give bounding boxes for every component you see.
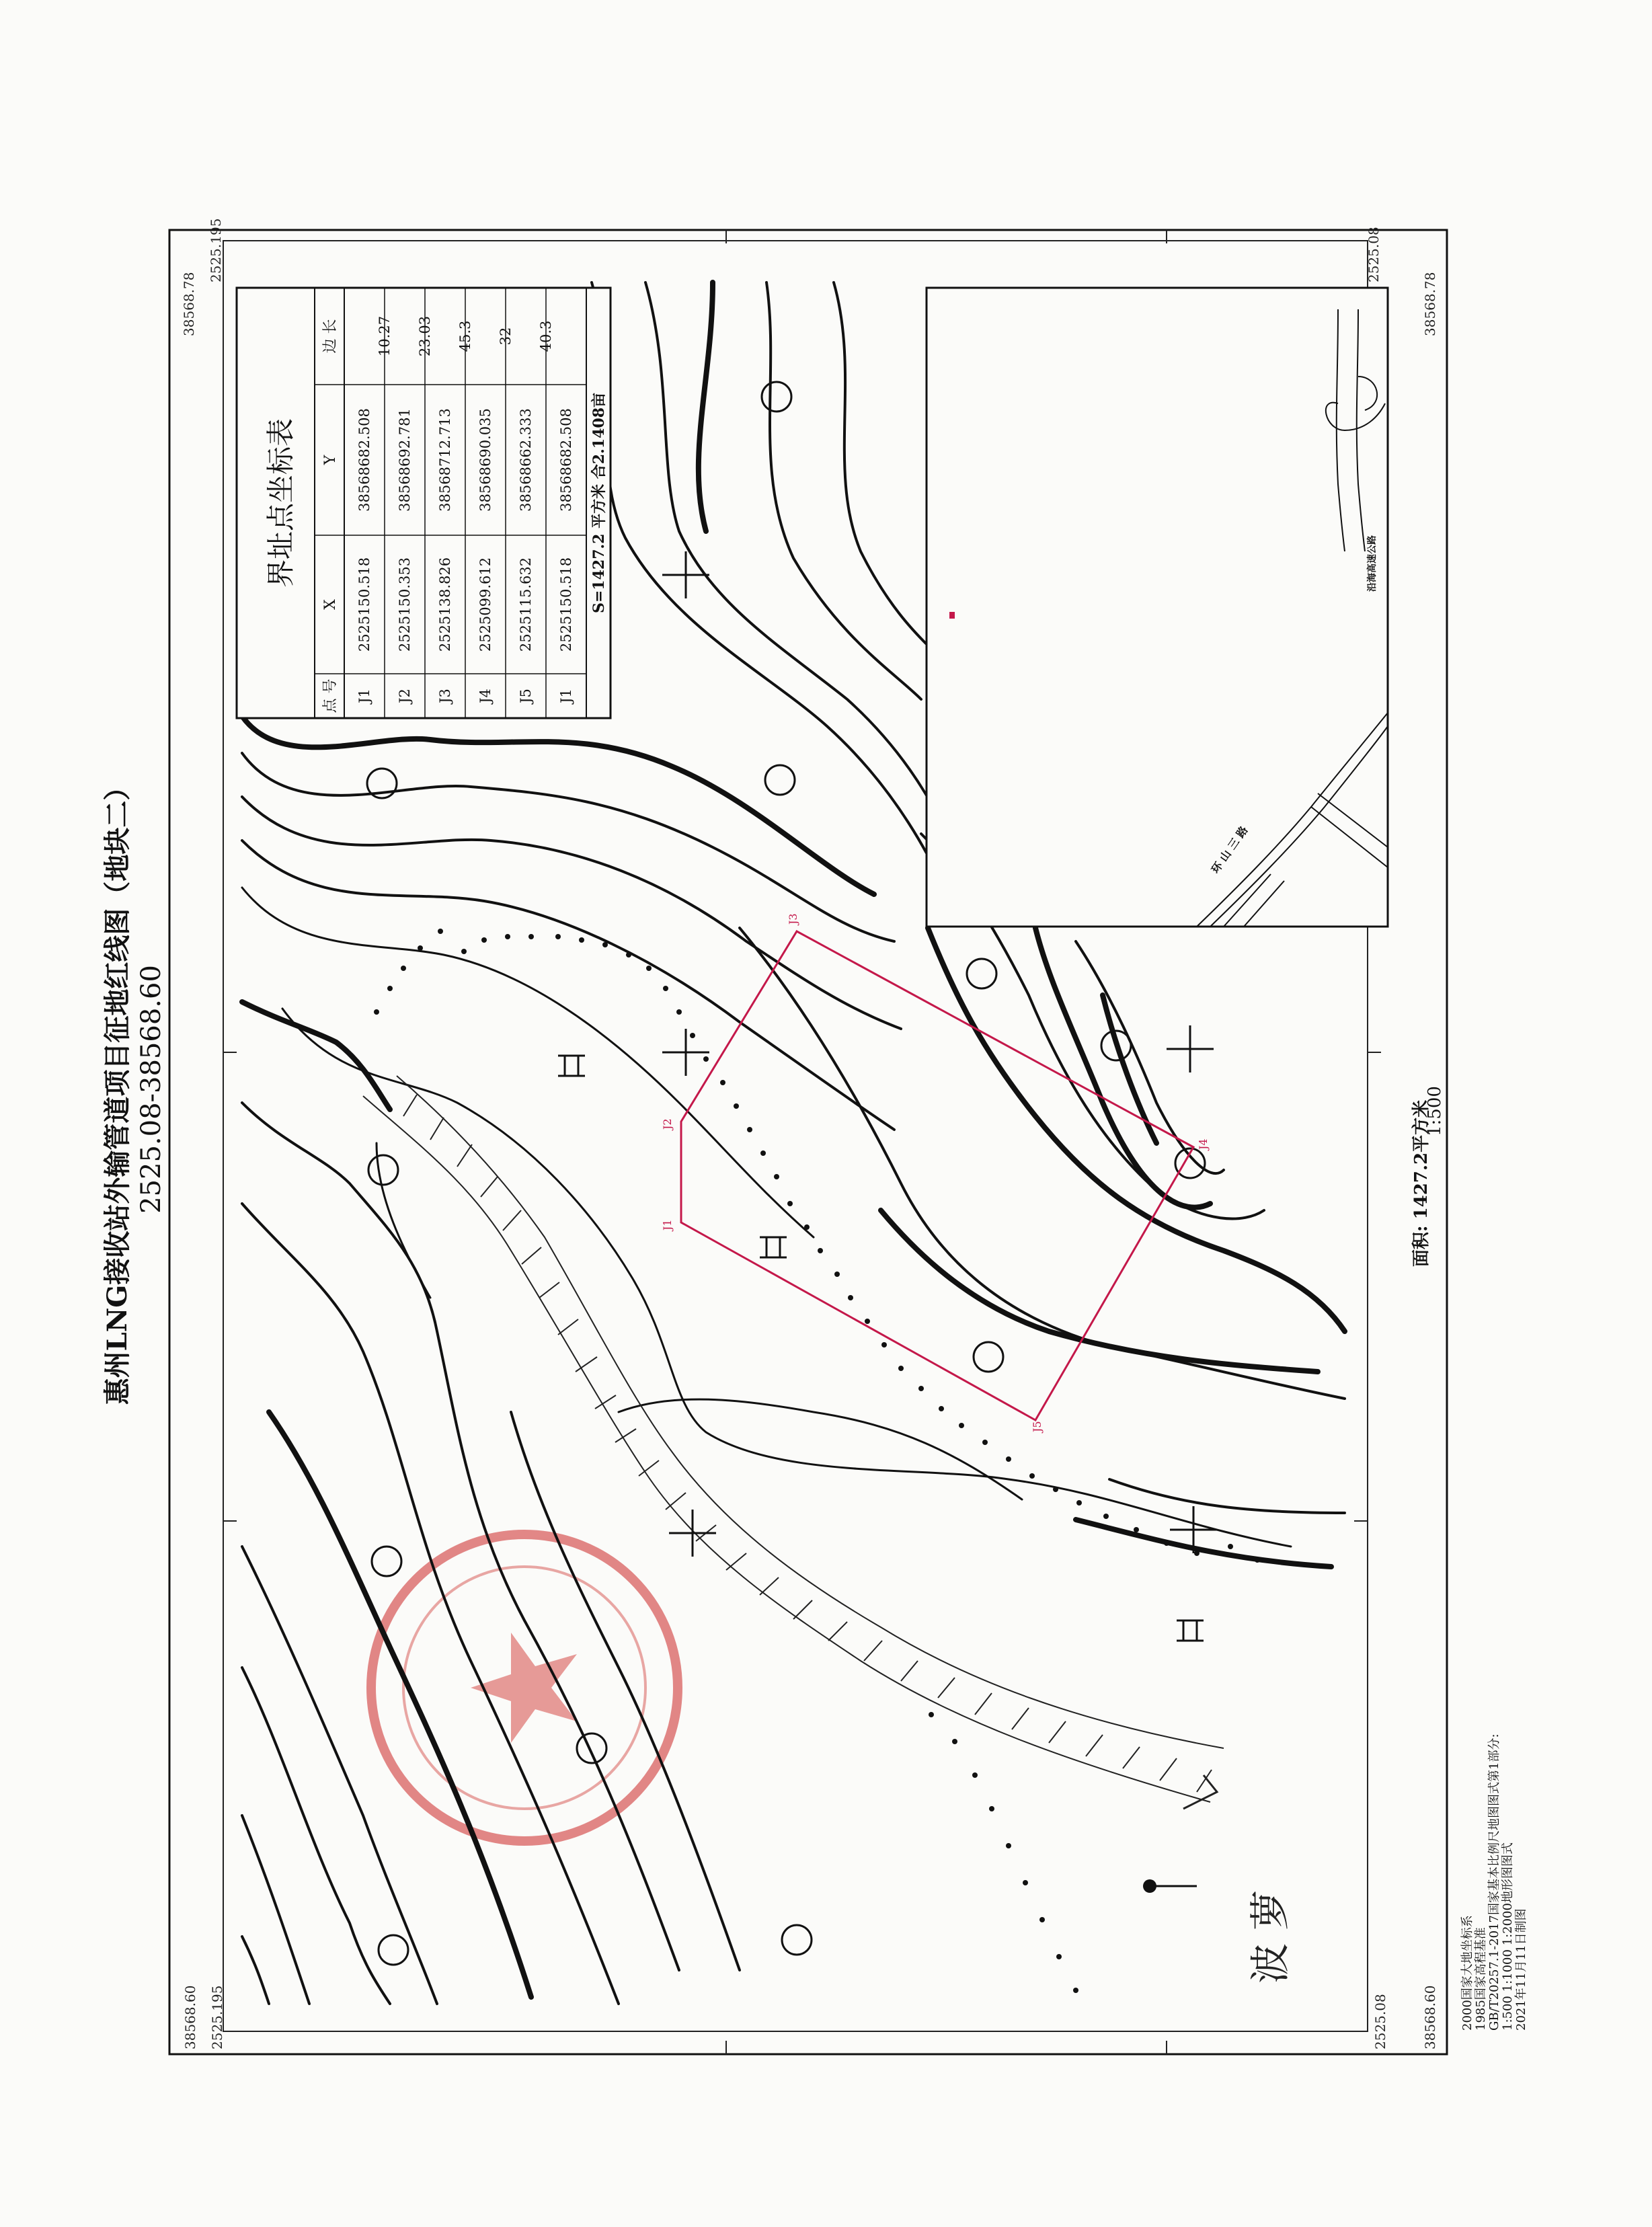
row-4-x: 2525099.612	[477, 557, 494, 652]
parcel-point-labels	[661, 913, 1210, 1434]
row-5-y: 38568662.333	[518, 408, 534, 512]
inset-road-label-huanshan: 环 山 三 路	[1208, 824, 1251, 876]
col-header-x: X	[322, 599, 339, 610]
map-title: 惠州LNG接收站外输管道项目征地红线图（地块二）	[102, 773, 133, 1405]
control-point-marker	[1143, 1879, 1197, 1893]
embankment-hatch	[363, 1076, 1224, 1809]
row-4-length: 32	[498, 327, 514, 346]
parcel-point-j1: J1	[661, 1219, 674, 1230]
footer-line-4: 1:500 1:1000 1:2000地形图图式	[1501, 1842, 1515, 2031]
inset-site-marker	[949, 612, 955, 619]
row-5-point: J5	[518, 689, 534, 703]
footer-line-5: 2021年11月11日制图	[1514, 1908, 1528, 2031]
row-2-y: 38568692.781	[397, 408, 413, 512]
corner-label-br-x: 2525.08	[1372, 1994, 1388, 2049]
row-6-y: 38568682.508	[558, 408, 574, 512]
place-name-label: 波 萝	[1247, 1889, 1294, 1984]
sheet-number: 2525.08-38568.60	[136, 965, 167, 1214]
row-5-length: 40.3	[538, 320, 554, 352]
col-header-point: 点 号	[322, 678, 339, 713]
scale-label: 1:500	[1425, 1086, 1445, 1136]
parcel-point-j3: J3	[787, 913, 799, 925]
row-1-length: 10.27	[377, 315, 393, 357]
row-1-y: 38568682.508	[356, 408, 372, 512]
footer-line-1: 2000国家大地坐标系	[1460, 1915, 1474, 2031]
row-6-point: J1	[558, 689, 574, 703]
corner-label-bl-x: 2525.195	[209, 1985, 225, 2049]
coordinate-table-summary: S=1427.2 平方米 合2.1408亩	[590, 392, 608, 614]
corner-label-bl-y: 38568.60	[182, 1985, 198, 2049]
parcel-point-j5: J5	[1031, 1421, 1044, 1432]
row-1-x: 2525150.518	[356, 557, 372, 652]
dotted-boundary	[374, 929, 1260, 1993]
footer-line-3: GB/T20257.1-2017国家基本比例尺地图图式第1部分:	[1487, 1733, 1501, 2031]
corner-label-tr-y: 38568.78	[1422, 272, 1438, 336]
location-inset	[927, 288, 1388, 927]
col-header-y: Y	[322, 455, 339, 465]
row-3-point: J3	[437, 689, 453, 703]
parcel-point-j4: J4	[1197, 1138, 1210, 1150]
inset-frame	[927, 288, 1388, 927]
coordinate-table	[237, 288, 611, 718]
footer-line-2: 1985国家高程基准	[1474, 1927, 1488, 2031]
row-2-length: 23.03	[417, 315, 433, 357]
corner-label-tl-x: 2525.195	[208, 218, 224, 282]
row-6-x: 2525150.518	[558, 557, 574, 652]
row-3-length: 45.3	[457, 320, 473, 352]
row-4-point: J4	[477, 689, 494, 703]
row-3-y: 38568712.713	[437, 408, 453, 512]
footer-notes	[1460, 1733, 1528, 2031]
row-1-point: J1	[356, 689, 372, 703]
corner-label-tl-y: 38568.78	[181, 272, 197, 336]
row-5-x: 2525115.632	[518, 557, 534, 652]
area-label: 面积: 1427.2平方米	[1411, 1099, 1431, 1267]
corner-label-tr-x: 2525.08	[1366, 227, 1382, 282]
row-2-x: 2525150.353	[397, 557, 413, 652]
official-seal	[371, 1534, 678, 1841]
row-2-point: J2	[397, 689, 413, 703]
corner-label-br-y: 38568.60	[1422, 1985, 1438, 2049]
parcel-point-j2: J2	[661, 1118, 674, 1130]
row-4-y: 38568690.035	[477, 408, 494, 512]
coordinate-table-title: 界址点坐标表	[264, 418, 297, 588]
col-header-length: 边 长	[322, 319, 339, 354]
row-3-x: 2525138.826	[437, 557, 453, 652]
inset-road-label-expressway: 沿海高速公路	[1367, 535, 1378, 592]
